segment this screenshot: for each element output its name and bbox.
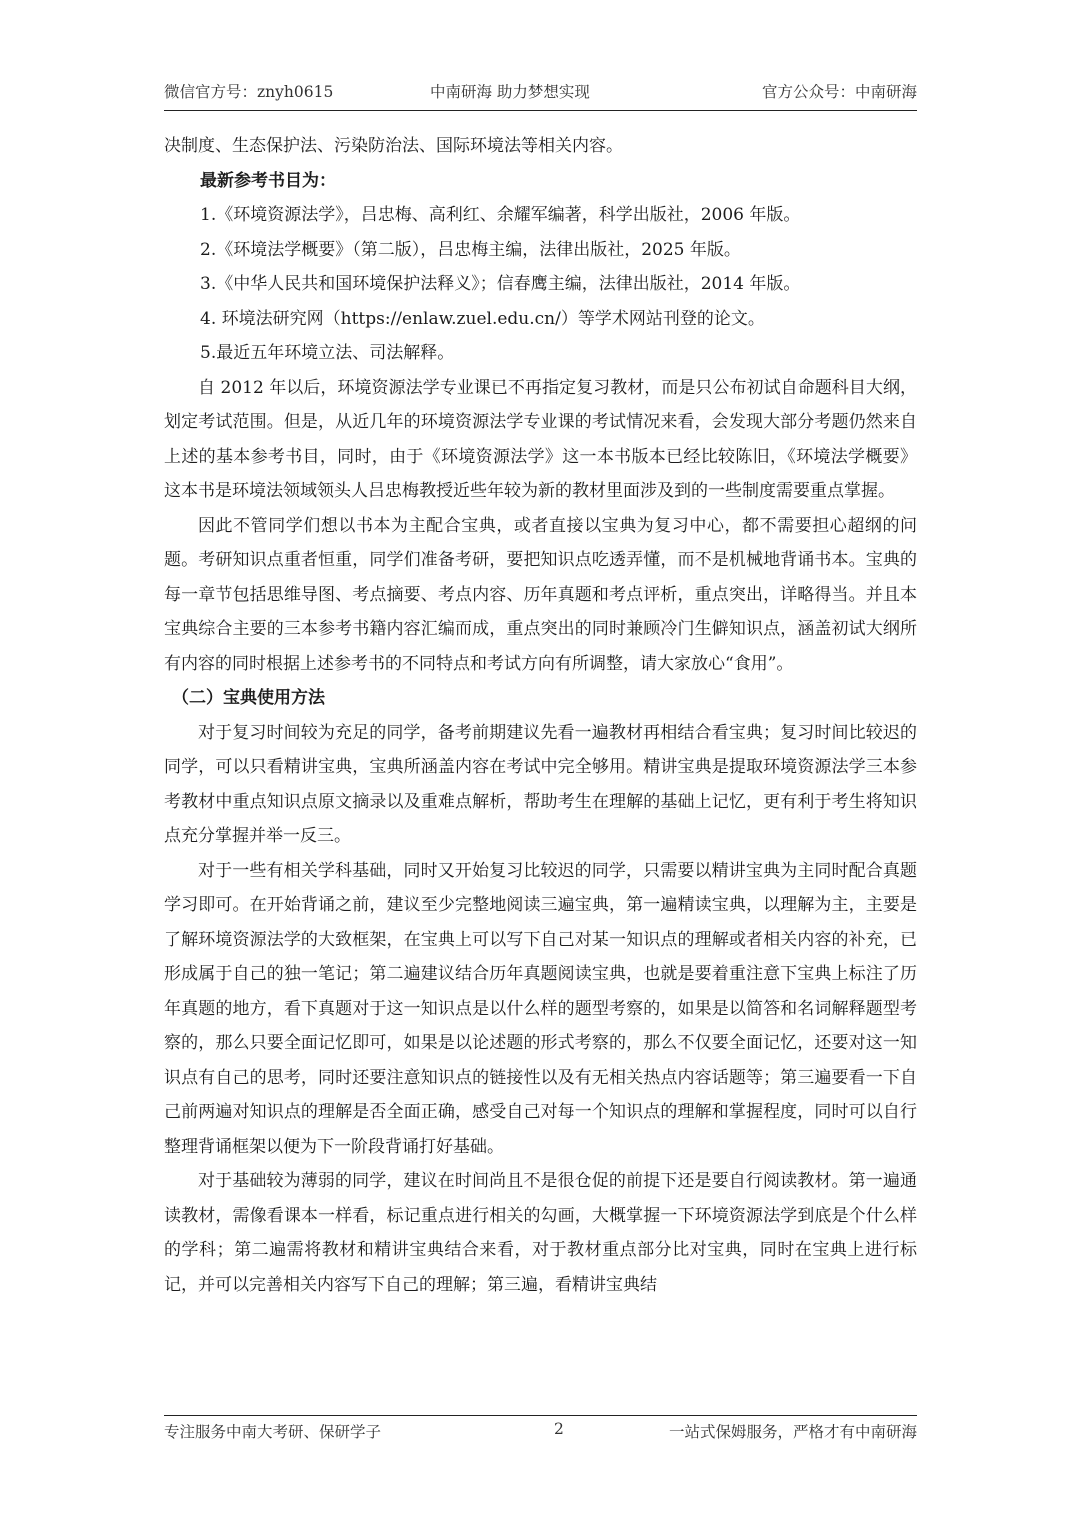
paragraph: 自 2012 年以后，环境资源法学专业课已不再指定复习教材，而是只公布初试自命题科目大纲，划定考试范围。但是，从近几年的环境资源法学专业课的考试情况来看，会发现大部分考题仍然来自上述的基本参考书目，同时，由于《环境资源法学》这一本书版本已经比较陈旧，《环境法学概要》这本书是环境法领域领头人吕忠梅教授近些年较为新的教材里面涉及到的一些制度需要重点掌握。 bbox=[164, 377, 917, 501]
paragraph: 对于基础较为薄弱的同学，建议在时间尚且不是很仓促的前提下还是要自行阅读教材。第一遍通读教材，需像看课本一样看，标记重点进行相关的勾画，大概掌握一下环境资源法学到底是个什么样的学科；第二遍需将教材和精讲宝典结合来看，对于教材重点部分比对宝典，同时在宝典上进行标记，并可以完善相关内容写下自己的理解；第三遍，看精讲宝典结 bbox=[164, 1171, 917, 1295]
reference-item-4: 4. 环境法研究网（https://enlaw.zuel.edu.cn/）等学术网站刊登的论文。 bbox=[200, 308, 765, 329]
header-official-account: 官方公众号：中南研海 bbox=[761, 83, 917, 101]
header-slogan: 中南研海 助力梦想实现 bbox=[430, 83, 590, 101]
reference-item-2: 2.《环境法学概要》（第二版），吕忠梅主编，法律出版社，2025 年版。 bbox=[200, 239, 741, 260]
document-body bbox=[164, 129, 917, 1302]
page-footer bbox=[164, 1415, 917, 1452]
page-header bbox=[164, 74, 917, 111]
reference-heading: 最新参考书目为： bbox=[200, 170, 336, 191]
paragraph: 对于复习时间较为充足的同学，备考前期建议先看一遍教材再相结合看宝典；复习时间比较迟的同学，可以只看精讲宝典，宝典所涵盖内容在考试中完全够用。精讲宝典是提取环境资源法学三本参考教材中重点知识点原文摘录以及重难点解析，帮助考生在理解的基础上记忆，更有利于考生将知识点充分掌握并举一反三。 bbox=[164, 722, 917, 846]
paragraph: 因此不管同学们想以书本为主配合宝典，或者直接以宝典为复习中心，都不需要担心超纲的问题。考研知识点重者恒重，同学们准备考研，要把知识点吃透弄懂，而不是机械地背诵书本。宝典的每一章节包括思维导图、考点摘要、考点内容、历年真题和考点评析，重点突出，详略得当。并且本宝典综合主要的三本参考书籍内容汇编而成，重点突出的同时兼顾冷门生僻知识点，涵盖初试大纲所有内容的同时根据上述参考书的不同特点和考试方向有所调整，请大家放心“食用”。 bbox=[164, 515, 917, 674]
footer-tagline: 专注服务中南大考研、保研学子 bbox=[164, 1423, 382, 1441]
page-number: 2 bbox=[554, 1420, 564, 1438]
paragraph: 对于一些有相关学科基础，同时又开始复习比较迟的同学，只需要以精讲宝典为主同时配合真题学习即可。在开始背诵之前，建议至少完整地阅读三遍宝典，第一遍精读宝典，以理解为主，主要是了解环境资源法学的大致框架，在宝典上可以写下自己对某一知识点的理解或者相关内容的补充，已形成属于自己的独一笔记；第二遍建议结合历年真题阅读宝典，也就是要着重注意下宝典上标注了历年真题的地方，看下真题对于这一知识点是以什么样的题型考察的，如果是以简答和名词解释题型考察的，那么只要全面记忆即可，如果是以论述题的形式考察的，那么不仅要全面记忆，还要对这一知识点有自己的思考，同时还要注意知识点的链接性以及有无相关热点内容话题等；第三遍要看一下自己前两遍对知识点的理解是否全面正确，感受自己对每一个知识点的理解和掌握程度，同时可以自行整理背诵框架以便为下一阶段背诵打好基础。 bbox=[164, 860, 917, 1157]
reference-item-5: 5.最近五年环境立法、司法解释。 bbox=[200, 343, 455, 363]
section-heading: （二）宝典使用方法 bbox=[172, 688, 325, 708]
continuation-line: 决制度、生态保护法、污染防治法、国际环境法等相关内容。 bbox=[164, 136, 623, 156]
footer-service-slogan: 一站式保姆服务，严格才有中南研海 bbox=[668, 1423, 917, 1441]
reference-item-1: 1.《环境资源法学》，吕忠梅、高利红、余耀军编著，科学出版社，2006 年版。 bbox=[200, 205, 801, 225]
reference-item-3: 3.《中华人民共和国环境保护法释义》；信春鹰主编，法律出版社，2014 年版。 bbox=[200, 274, 801, 294]
header-wechat-id: 微信官方号：znyh0615 bbox=[164, 83, 334, 101]
